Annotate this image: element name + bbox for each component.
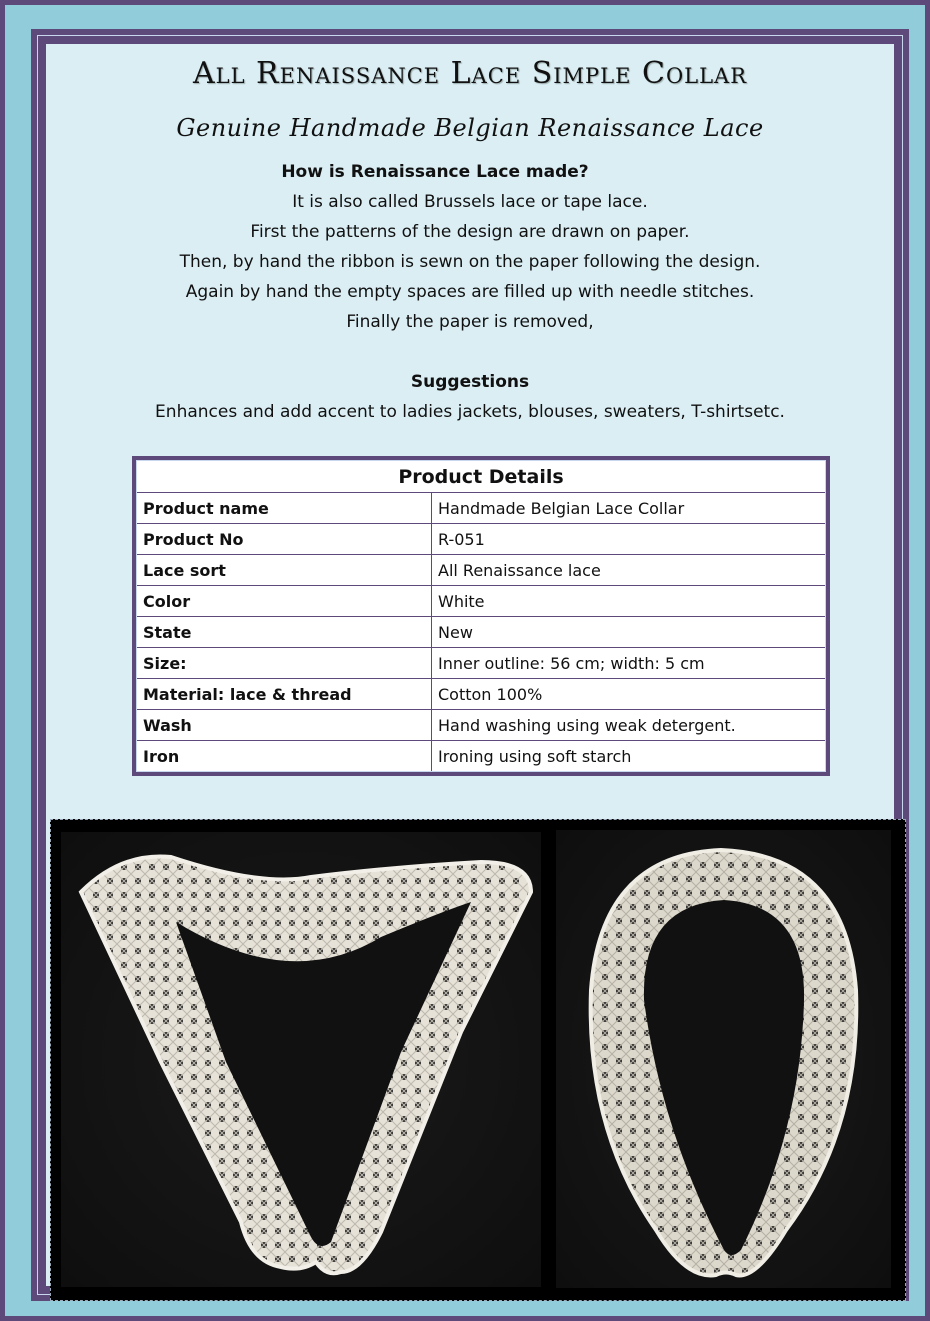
table-row [137, 586, 825, 617]
how-made-line: Again by hand the empty spaces are filled up with needle stitches. [185, 282, 755, 302]
table-row [137, 524, 825, 555]
how-made-line: Then, by hand the ribbon is sewn on the paper following the design. [179, 252, 761, 272]
how-made-heading: How is Renaissance Lace made? [281, 162, 589, 182]
page-title: All Renaissance Lace Simple Collar [192, 56, 748, 91]
page-background [5, 5, 925, 1316]
how-made-line: First the patterns of the design are drawn on paper. [250, 222, 690, 242]
content-frame [31, 29, 909, 1301]
suggestions-text: Enhances and add accent to ladies jackets, blouses, sweaters, T-shirtsetc. [155, 402, 785, 422]
product-photos [50, 819, 906, 1301]
row-label: Material: lace & thread [137, 679, 432, 710]
table-row [137, 679, 825, 710]
row-label: Lace sort [137, 555, 432, 586]
row-label: State [137, 617, 432, 648]
row-label: Iron [137, 741, 432, 772]
collar-photo-oval-shape [556, 830, 891, 1288]
table-row [137, 741, 825, 772]
table-row [137, 555, 825, 586]
row-value: R-051 [432, 524, 826, 555]
lace-collar-image [556, 830, 891, 1288]
table-row [137, 617, 825, 648]
row-value: Handmade Belgian Lace Collar [432, 493, 826, 524]
suggestions-heading: Suggestions [410, 372, 530, 392]
table-row [137, 710, 825, 741]
product-details-table [137, 461, 825, 771]
table-row [137, 493, 825, 524]
collar-photo-v-shape [61, 832, 541, 1287]
lace-collar-image [61, 832, 541, 1287]
row-label: Product name [137, 493, 432, 524]
row-value: All Renaissance lace [432, 555, 826, 586]
row-label: Product No [137, 524, 432, 555]
how-made-line: Finally the paper is removed, [346, 312, 594, 332]
row-label: Color [137, 586, 432, 617]
how-made-line: It is also called Brussels lace or tape lace. [292, 192, 648, 212]
row-value: White [432, 586, 826, 617]
row-label: Wash [137, 710, 432, 741]
page-subtitle: Genuine Handmade Belgian Renaissance Lace [176, 114, 764, 142]
row-value: Cotton 100% [432, 679, 826, 710]
product-details-table-frame [132, 456, 830, 776]
row-value: Inner outline: 56 cm; width: 5 cm [432, 648, 826, 679]
row-value: Hand washing using weak detergent. [432, 710, 826, 741]
row-value: Ironing using soft starch [438, 747, 632, 766]
row-label: Size: [137, 648, 432, 679]
content-panel [46, 44, 894, 1286]
table-row [137, 648, 825, 679]
row-value: New [432, 617, 826, 648]
product-details-heading: Product Details [137, 461, 825, 493]
